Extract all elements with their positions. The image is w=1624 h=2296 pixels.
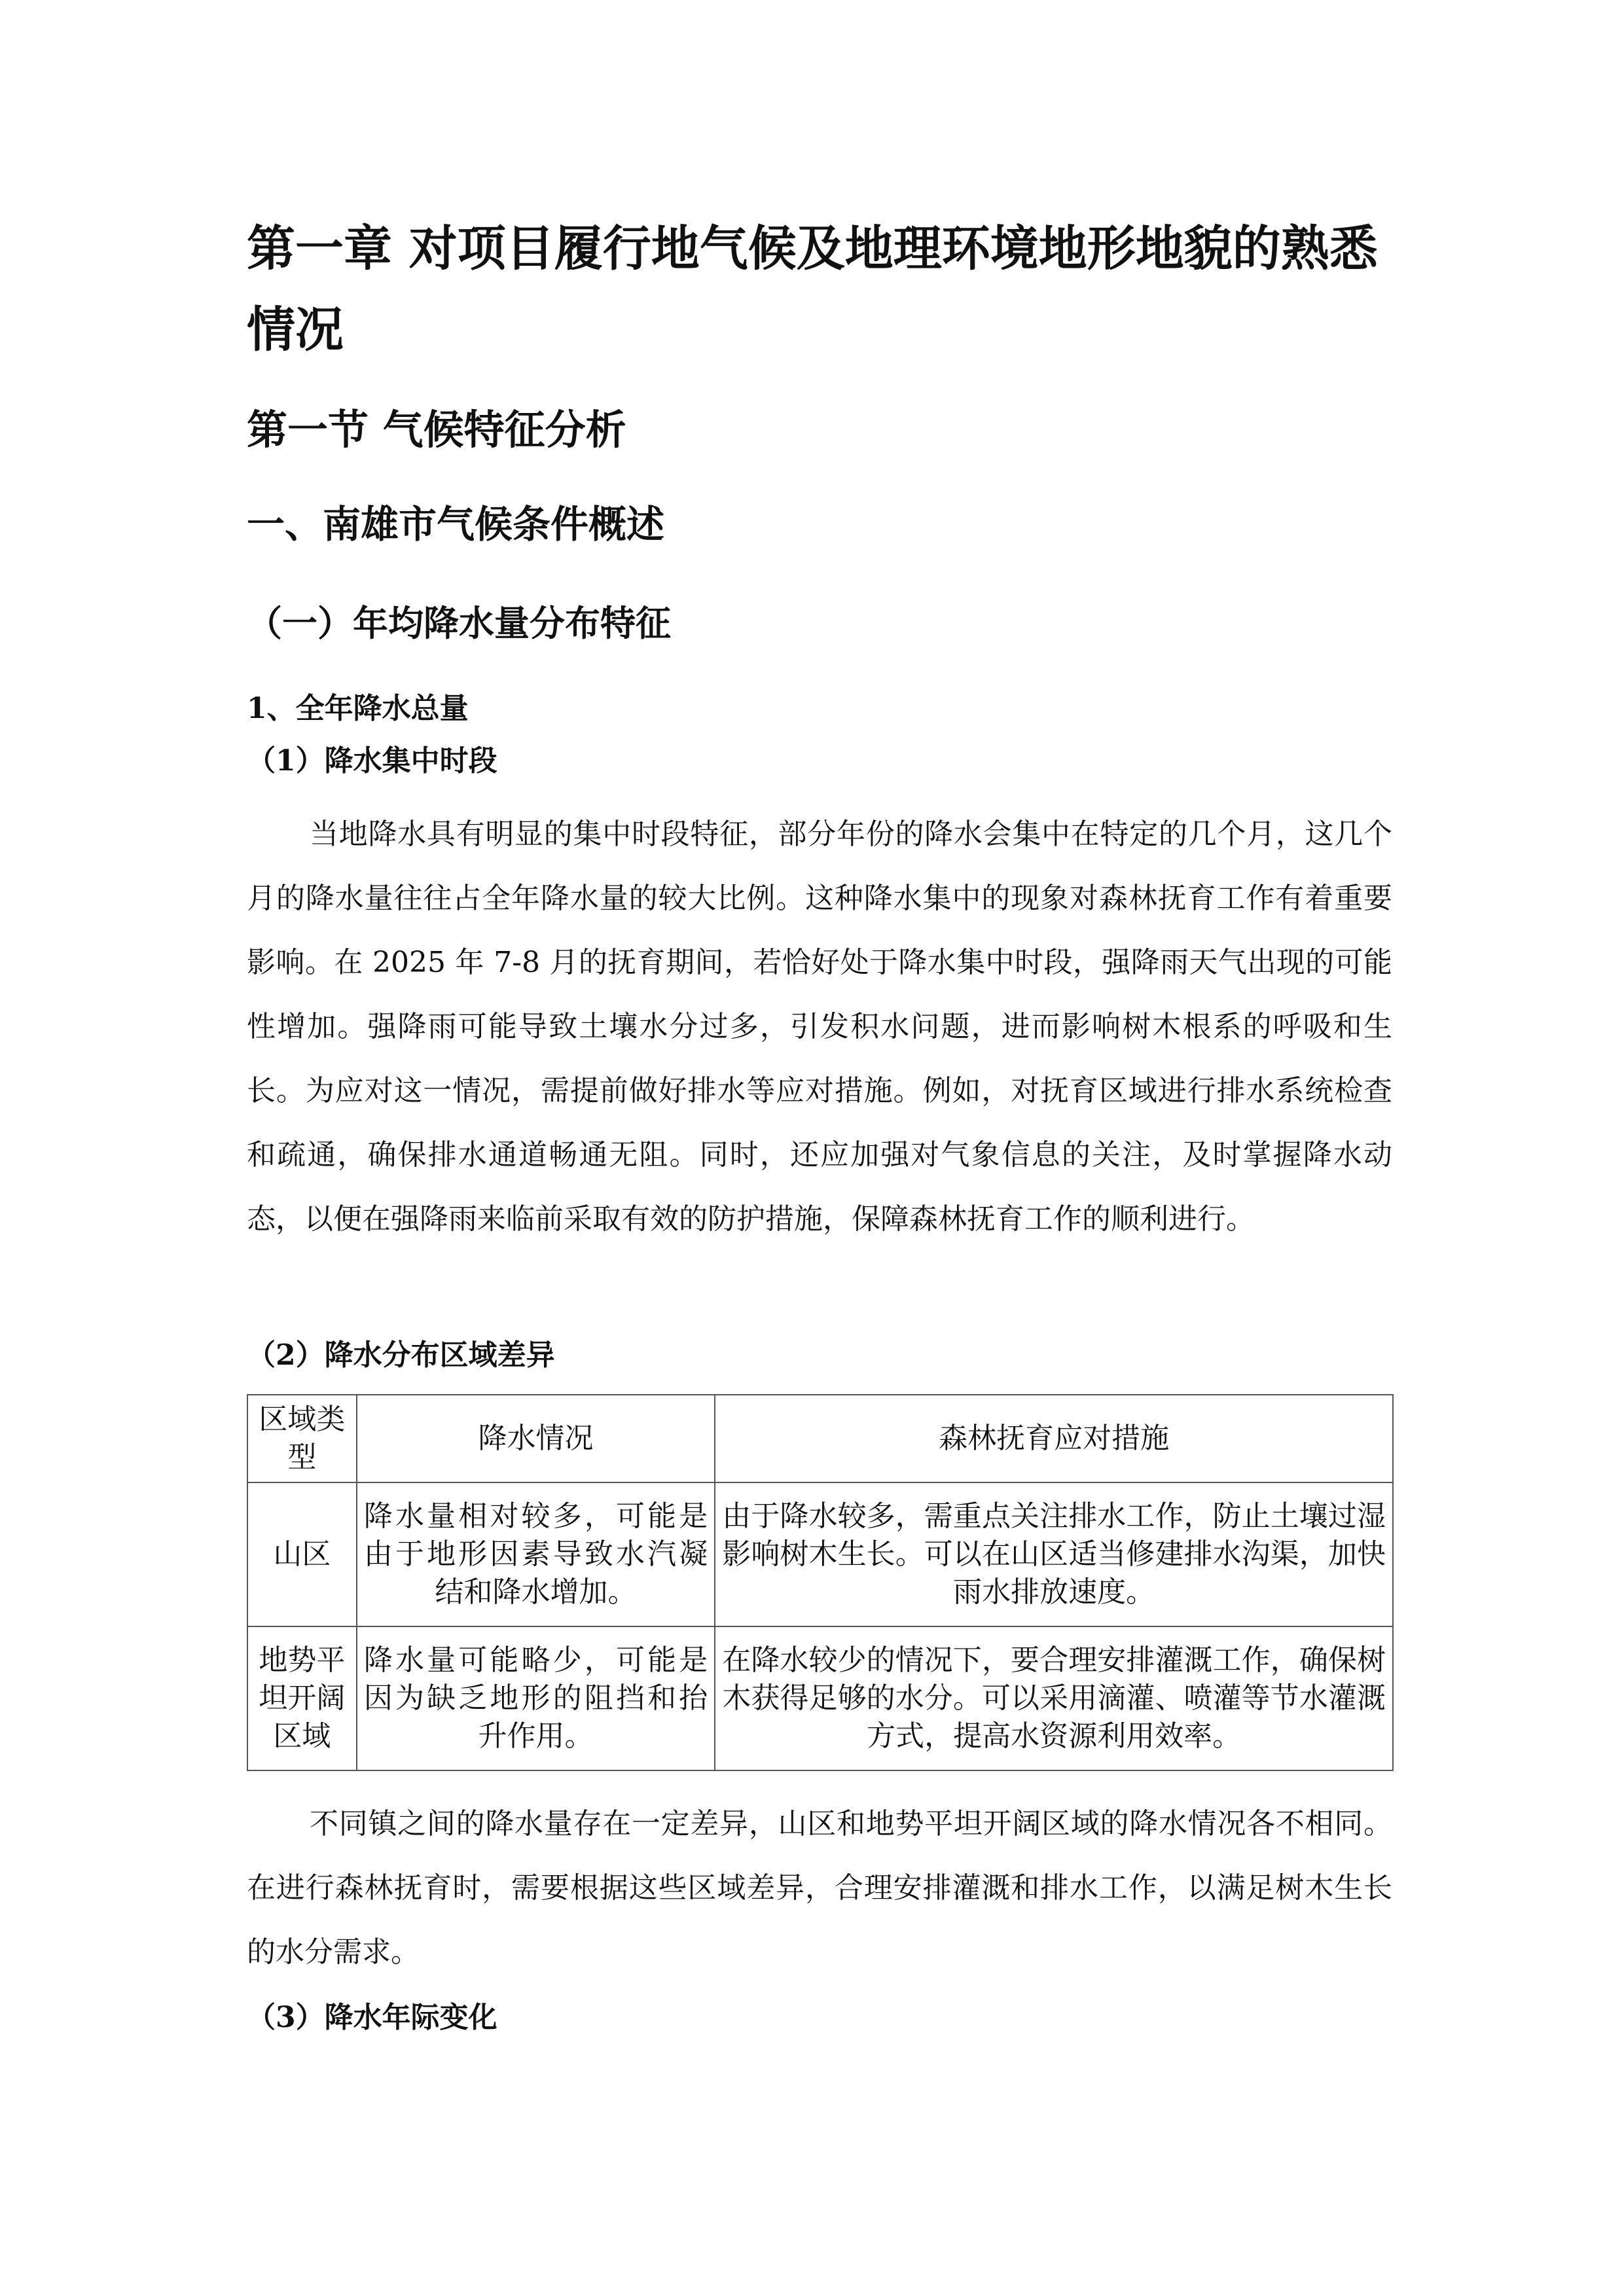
paragraph-concentration: 当地降水具有明显的集中时段特征，部分年份的降水会集中在特定的几个月，这几个月的降水量往往占全年降水量的较大比例。这种降水集中的现象对森林抚育工作有着重要影响。在 2025 年 7-8 月的抚育期间，若恰好处于降水集中时段，强降雨天气出现的可能性增加。强降雨可能导致土壤水分过多，引发积水问题，进而影响树木根系的呼吸和生长。为应对这一情况，需提前做好排水等应对措施。例如，对抚育区域进行排水系统检查和疏通，确保排水通道畅通无阻。同时，还应加强对气象信息的关注，及时掌握降水动态，以便在强降雨来临前采取有效的防护措施，保障森林抚育工作的顺利进行。: [247, 817, 1392, 1236]
table-header-measures: 森林抚育应对措施: [715, 1395, 1393, 1482]
table-cell-measures: 由于降水较多，需重点关注排水工作，防止土壤过湿影响树木生长。可以在山区适当修建排水沟渠，加快雨水排放速度。: [715, 1482, 1393, 1626]
table-cell-region: 山区: [247, 1482, 357, 1626]
sub-item-concentration: （1）降水集中时段: [247, 744, 497, 778]
table-cell-precipitation: 降水量可能略少，可能是因为缺乏地形的阻挡和抬升作用。: [357, 1626, 715, 1770]
precipitation-table: [247, 1394, 1394, 1771]
table-header-precipitation: 降水情况: [357, 1395, 715, 1482]
table-cell-precipitation: 降水量相对较多，可能是由于地形因素导致水汽凝结和降水增加。: [357, 1482, 715, 1626]
item-title: 1、全年降水总量: [247, 692, 469, 725]
table-header-region: 区域类型: [247, 1395, 357, 1482]
subsubsection-title: （一）年均降水量分布特征: [247, 602, 671, 644]
chapter-title: 第一章 对项目履行地气候及地理环境地形地貌的熟悉情况: [247, 221, 1378, 358]
section-title: 第一节 气候特征分析: [247, 406, 626, 454]
table-row: [247, 1626, 1393, 1770]
table-cell-measures: 在降水较少的情况下，要合理安排灌溉工作，确保树木获得足够的水分。可以采用滴灌、喷灌等节水灌溉方式，提高水资源利用效率。: [715, 1626, 1393, 1770]
table-header-row: [247, 1395, 1393, 1482]
sub-item-regional: （2）降水分布区域差异: [247, 1338, 555, 1372]
paragraph-regional: 不同镇之间的降水量存在一定差异，山区和地势平坦开阔区域的降水情况各不相同。在进行森林抚育时，需要根据这些区域差异，合理安排灌溉和排水工作，以满足树木生长的水分需求。: [247, 1807, 1392, 1969]
subsection-title: 一、南雄市气候条件概述: [247, 502, 665, 547]
table-cell-region: 地势平坦开阔区域: [247, 1626, 357, 1770]
table-row: [247, 1482, 1393, 1626]
sub-item-interannual: （3）降水年际变化: [247, 2001, 497, 2034]
